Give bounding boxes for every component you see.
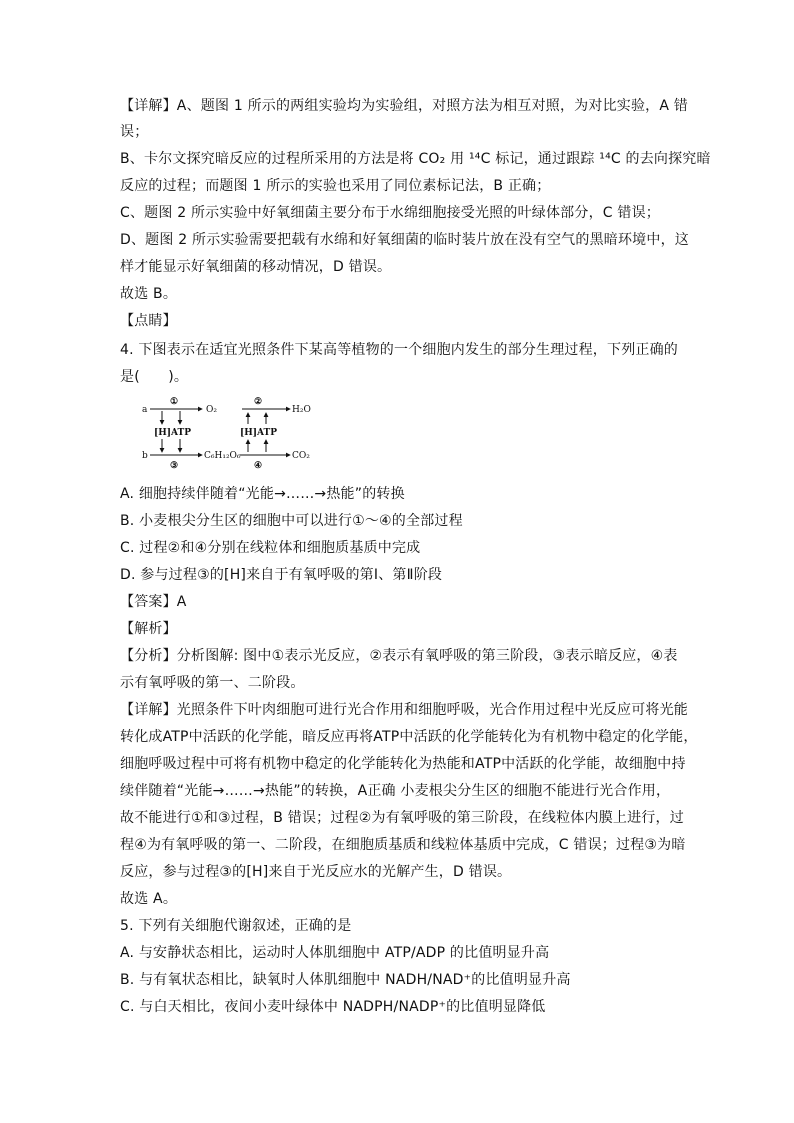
section-heading: 【点睛】 [120, 313, 177, 329]
text-line: 【详解】A、题图 1 所示的两组实验均为实验组，对照方法为相互对照，为对比实验，A 错 [120, 98, 689, 114]
label-a: a [142, 405, 148, 415]
text-line: 程④为有氧呼吸的第一、二阶段，在细胞质基质和线粒体基质中完成，C 错误；过程③为暗 [120, 837, 686, 853]
option-b: B. 小麦根尖分生区的细胞中可以进行①～④的全部过程 [120, 513, 463, 529]
text-line: 反应的过程；而题图 1 所示的实验也采用了同位素标记法，B 正确； [120, 178, 551, 194]
option-c: C. 过程②和④分别在线粒体和细胞质基质中完成 [120, 540, 421, 556]
text-line: 【分析】分析图解: 图中①表示光反应，②表示有氧呼吸的第三阶段，③表示暗反应，④表 [120, 648, 678, 664]
process-diagram [140, 392, 330, 470]
option-a: A. 细胞持续伴随着“光能→……→热能”的转换 [120, 486, 405, 502]
option-d: D. 参与过程③的[H]来自于有氧呼吸的第Ⅰ、第Ⅱ阶段 [120, 567, 443, 583]
glucose-label: C₆H₁₂O₆ [204, 451, 241, 461]
text-line: 故选 A。 [120, 891, 178, 907]
text-line: 【详解】光照条件下叶肉细胞可进行光合作用和细胞呼吸，光合作用过程中光反应可将光能 [120, 702, 688, 718]
option-b: B. 与有氧状态相比，缺氧时人体肌细胞中 NADH/NAD⁺的比值明显升高 [120, 972, 571, 988]
text-line: 故选 B。 [120, 286, 178, 302]
option-c: C. 与白天相比，夜间小麦叶绿体中 NADPH/NADP⁺的比值明显降低 [120, 999, 546, 1015]
answer-heading: 【答案】A [120, 594, 187, 610]
question-stem: 4. 下图表示在适宜光照条件下某高等植物的一个细胞内发生的部分生理过程，下列正确的 [120, 342, 679, 358]
process-3-label: ③ [170, 461, 179, 470]
text-line: 示有氧呼吸的第一、二阶段。 [120, 675, 305, 691]
text-line: 细胞呼吸过程中可将有机物中稳定的化学能转化为热能和ATP中活跃的化学能，故细胞中持 [120, 756, 686, 772]
text-line: C、题图 2 所示实验中好氧细菌主要分布于水绵细胞接受光照的叶绿体部分，C 错误； [120, 205, 661, 221]
text-line: 续伴随着“光能→……→热能”的转换，A正确 小麦根尖分生区的细胞不能进行光合作用， [120, 783, 671, 799]
analysis-heading: 【解析】 [120, 621, 177, 637]
text-line: B、卡尔文探究暗反应的过程所采用的方法是将 CO₂ 用 ¹⁴C 标记，通过跟踪 ¹⁴C 的去向探究暗 [120, 151, 711, 167]
o2-label: O₂ [206, 405, 217, 415]
option-a: A. 与安静状态相比，运动时人体肌细胞中 ATP/ADP 的比值明显升高 [120, 945, 550, 961]
process-4-label: ④ [254, 461, 263, 470]
text-line: 误； [120, 124, 149, 140]
hatp-right: [H]ATP [240, 428, 277, 438]
question-stem: 5. 下列有关细胞代谢叙述，正确的是 [120, 918, 352, 934]
text-line: 样才能显示好氧细菌的移动情况，D 错误。 [120, 259, 392, 275]
text-line: 转化成ATP中活跃的化学能，暗反应再将ATP中活跃的化学能转化为有机物中稳定的化学能， [120, 729, 698, 745]
question-stem: 是( )。 [120, 369, 189, 385]
label-b: b [142, 451, 148, 461]
co2-label: CO₂ [292, 451, 310, 461]
text-line: 反应，参与过程③的[H]来自于光反应水的光解产生，D 错误。 [120, 864, 512, 880]
hatp-left: [H]ATP [154, 428, 191, 438]
process-2-label: ② [254, 397, 263, 407]
text-line: 故不能进行①和③过程，B 错误；过程②为有氧呼吸的第三阶段，在线粒体内膜上进行，过 [120, 810, 684, 826]
text-line: D、题图 2 所示实验需要把载有水绵和好氧细菌的临时装片放在没有空气的黑暗环境中，这 [120, 232, 689, 248]
h2o-label: H₂O [292, 405, 311, 415]
process-1-label: ① [170, 397, 179, 407]
